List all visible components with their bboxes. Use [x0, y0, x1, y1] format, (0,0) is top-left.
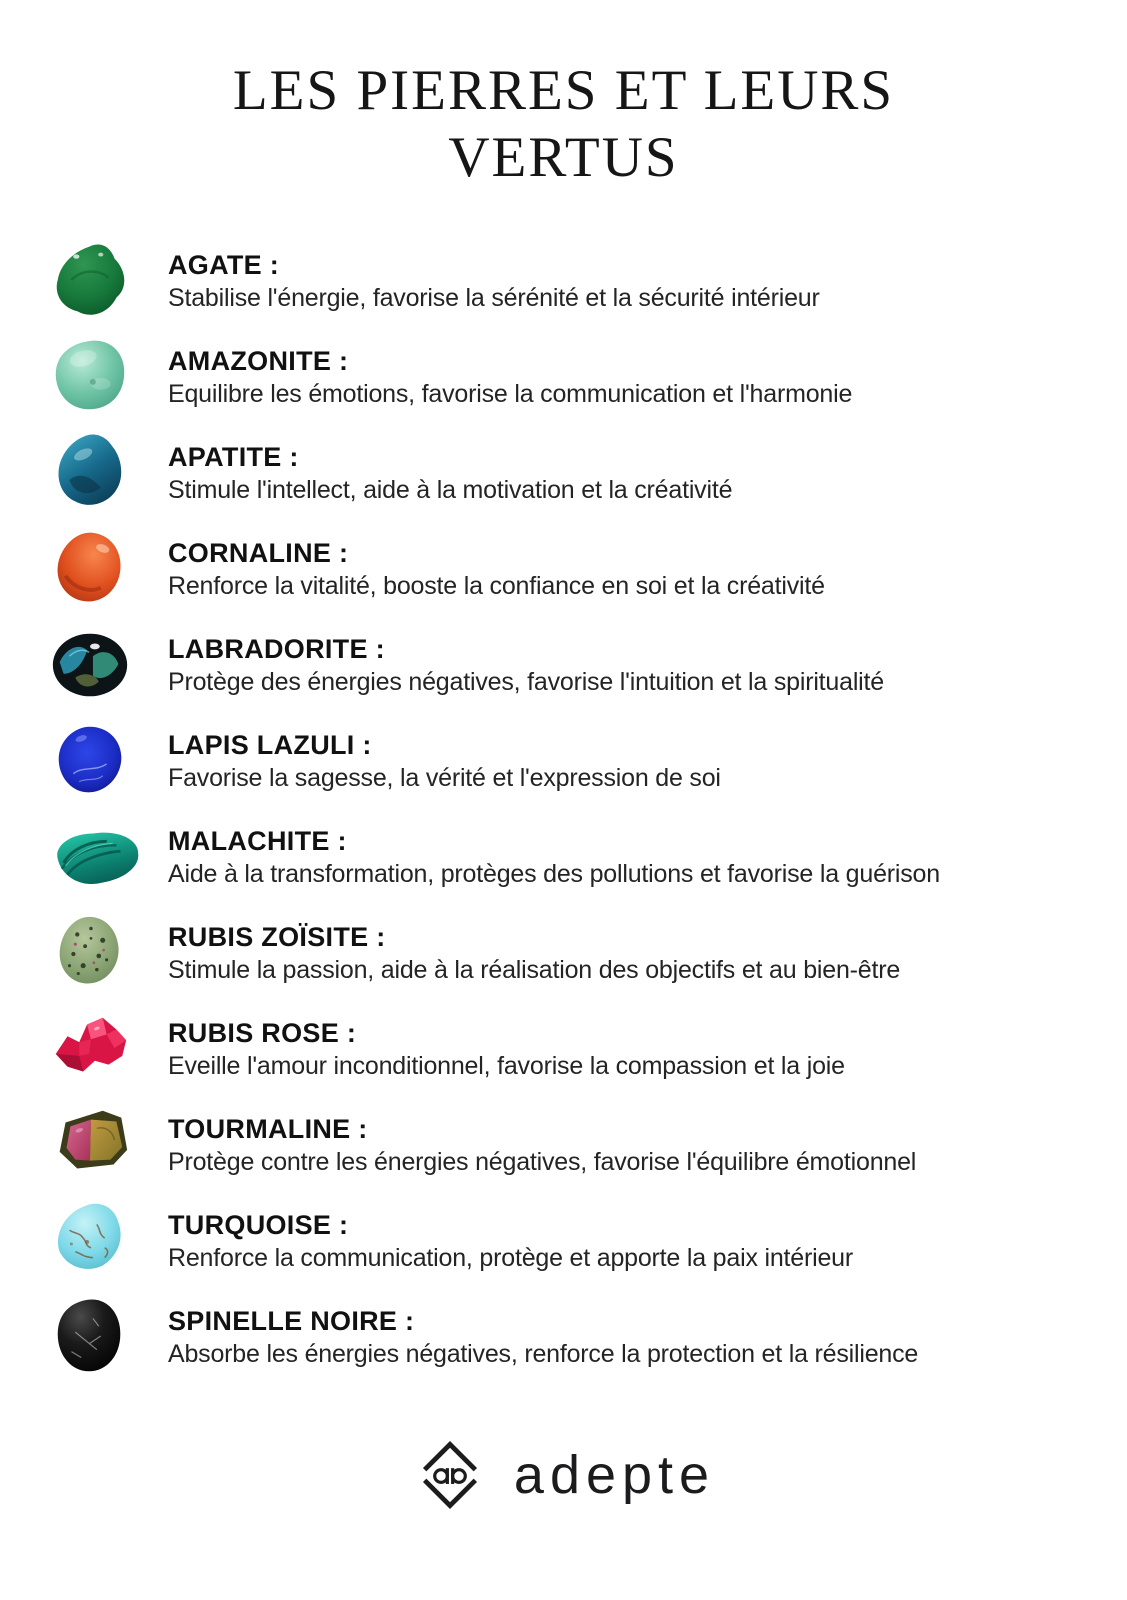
tourmaline-stone-icon: [46, 1101, 134, 1189]
malachite-stone-image: [40, 823, 168, 891]
stone-row-amazonite: [40, 329, 1087, 425]
stone-description: Aide à la transformation, protèges des pollutions et favorise la guérison: [168, 859, 940, 888]
stone-text: [168, 922, 1087, 985]
brand-footer: [40, 1437, 1087, 1513]
stone-text: [168, 538, 1087, 601]
stone-description: Renforce la vitalité, booste la confiance en soi et la créativité: [168, 571, 825, 600]
page-title-line2: VERTUS: [448, 125, 679, 189]
stone-description: Protège contre les énergies négatives, favorise l'équilibre émotionnel: [168, 1147, 917, 1176]
cornaline-stone-icon: [46, 525, 134, 613]
stone-description: Eveille l'amour inconditionnel, favorise la compassion et la joie: [168, 1051, 845, 1080]
spinelle-noire-stone-icon: [46, 1293, 134, 1381]
apatite-stone-icon: [46, 429, 134, 517]
labradorite-stone-icon: [46, 621, 134, 709]
stone-name: SPINELLE NOIRE :: [168, 1305, 415, 1336]
stone-name: AMAZONITE :: [168, 345, 349, 376]
malachite-stone-icon: [46, 823, 144, 891]
stone-text: [168, 250, 1087, 313]
stone-name: TURQUOISE :: [168, 1209, 349, 1240]
stone-name: MALACHITE :: [168, 825, 347, 856]
stone-description: Stimule l'intellect, aide à la motivation et la créativité: [168, 475, 733, 504]
spinelle-noire-stone-image: [40, 1293, 168, 1381]
stone-description: Equilibre les émotions, favorise la communication et l'harmonie: [168, 379, 853, 408]
stone-name: AGATE :: [168, 249, 280, 280]
stone-text: [168, 442, 1087, 505]
stone-row-labradorite: [40, 617, 1087, 713]
rubis-rose-stone-image: [40, 1005, 168, 1093]
amazonite-stone-image: [40, 333, 168, 421]
page-title-line1: LES PIERRES ET LEURS: [232, 59, 895, 122]
apatite-stone-image: [40, 429, 168, 517]
rubis-zoisite-stone-image: [40, 909, 168, 997]
stone-row-tourmaline: [40, 1097, 1087, 1193]
stone-row-turquoise: [40, 1193, 1087, 1289]
stone-text: [168, 1210, 1087, 1273]
tourmaline-stone-image: [40, 1101, 168, 1189]
rubis-rose-stone-icon: [46, 1005, 134, 1093]
stone-name: APATITE :: [168, 441, 299, 472]
cornaline-stone-image: [40, 525, 168, 613]
agate-stone-icon: [46, 237, 134, 325]
stone-text: [168, 1018, 1087, 1081]
stone-row-spinelle-noire: [40, 1289, 1087, 1385]
stone-description: Stimule la passion, aide à la réalisation des objectifs et au bien-être: [168, 955, 901, 984]
turquoise-stone-icon: [46, 1197, 134, 1285]
stone-text: [168, 730, 1087, 793]
stone-name: LAPIS LAZULI :: [168, 729, 372, 760]
stone-row-apatite: [40, 425, 1087, 521]
lapis-lazuli-stone-icon: [46, 717, 134, 805]
stone-row-lapis-lazuli: [40, 713, 1087, 809]
stone-description: Favorise la sagesse, la vérité et l'expression de soi: [168, 763, 721, 792]
stone-description: Renforce la communication, protège et apporte la paix intérieur: [168, 1243, 854, 1272]
stone-text: [168, 346, 1087, 409]
stone-name: RUBIS ZOÏSITE :: [168, 921, 386, 952]
page-title: [40, 58, 1087, 191]
labradorite-stone-image: [40, 621, 168, 709]
stone-name: CORNALINE :: [168, 537, 349, 568]
stone-text: [168, 826, 1087, 889]
brand-name: adepte: [513, 1445, 716, 1506]
stone-text: [168, 1306, 1087, 1369]
stone-row-agate: [40, 233, 1087, 329]
stone-description: Absorbe les énergies négatives, renforce la protection et la résilience: [168, 1339, 919, 1368]
stone-row-rubis-rose: [40, 1001, 1087, 1097]
turquoise-stone-image: [40, 1197, 168, 1285]
stone-description: Protège des énergies négatives, favorise l'intuition et la spiritualité: [168, 667, 884, 696]
stone-name: TOURMALINE :: [168, 1113, 368, 1144]
lapis-lazuli-stone-image: [40, 717, 168, 805]
stone-name: RUBIS ROSE :: [168, 1017, 357, 1048]
stone-text: [168, 634, 1087, 697]
stone-row-malachite: [40, 809, 1087, 905]
agate-stone-image: [40, 237, 168, 325]
stone-name: LABRADORITE :: [168, 633, 385, 664]
stone-description: Stabilise l'énergie, favorise la sérénité et la sécurité intérieur: [168, 283, 820, 312]
stone-row-cornaline: [40, 521, 1087, 617]
amazonite-stone-icon: [46, 333, 134, 421]
stone-text: [168, 1114, 1087, 1177]
stone-list: [40, 233, 1087, 1385]
stone-row-rubis-zoisite: [40, 905, 1087, 1001]
adepte-diamond-monogram-icon: [412, 1437, 488, 1513]
rubis-zoisite-stone-icon: [46, 909, 134, 997]
